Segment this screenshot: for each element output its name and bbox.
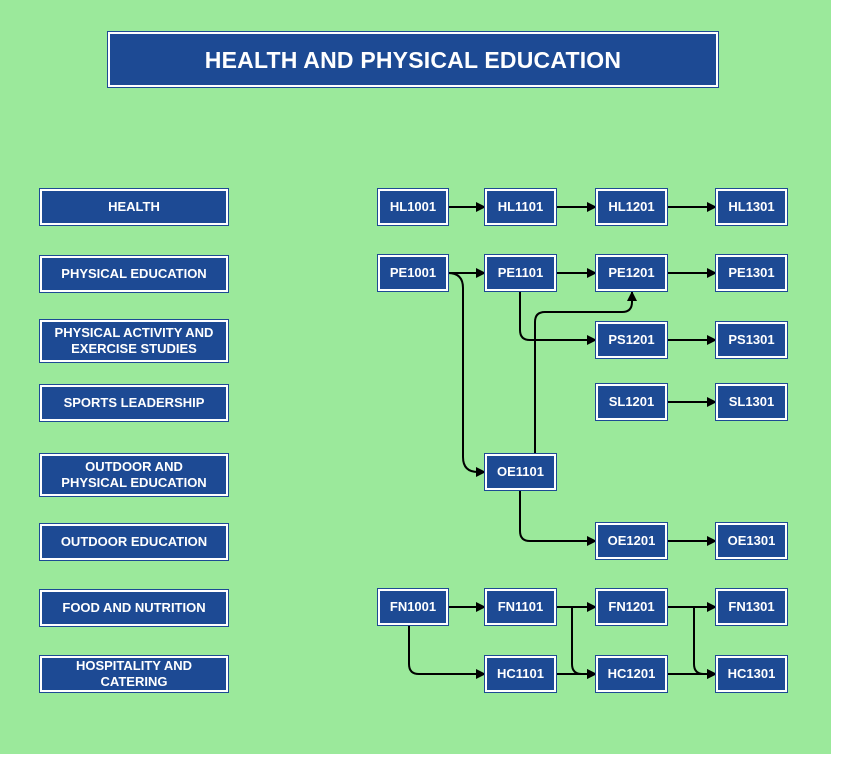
- course-pe1001: PE1001: [378, 255, 448, 291]
- course-oe1201: OE1201: [596, 523, 667, 559]
- course-pe1201: PE1201: [596, 255, 667, 291]
- course-fn1001: FN1001: [378, 589, 448, 625]
- course-hc1101: HC1101: [485, 656, 556, 692]
- category-hospitality-and-catering: HOSPITALITY AND CATERING: [40, 656, 228, 692]
- category-health: HEALTH: [40, 189, 228, 225]
- course-ps1301: PS1301: [716, 322, 787, 358]
- course-hl1001: HL1001: [378, 189, 448, 225]
- course-fn1201: FN1201: [596, 589, 667, 625]
- category-sports-leadership: SPORTS LEADERSHIP: [40, 385, 228, 421]
- course-sl1201: SL1201: [596, 384, 667, 420]
- course-oe1101: OE1101: [485, 454, 556, 490]
- course-pe1101: PE1101: [485, 255, 556, 291]
- course-pe1301: PE1301: [716, 255, 787, 291]
- arrow-fn1201-hc1301: [694, 607, 716, 674]
- course-hl1201: HL1201: [596, 189, 667, 225]
- arrow-oe1101-pe1201: [535, 292, 632, 455]
- category-physical-education: PHYSICAL EDUCATION: [40, 256, 228, 292]
- arrow-pe1001-oe1101: [448, 273, 485, 472]
- arrow-fn1101-hc1201: [572, 607, 596, 674]
- course-hc1301: HC1301: [716, 656, 787, 692]
- course-fn1101: FN1101: [485, 589, 556, 625]
- course-ps1201: PS1201: [596, 322, 667, 358]
- course-fn1301: FN1301: [716, 589, 787, 625]
- category-food-and-nutrition: FOOD AND NUTRITION: [40, 590, 228, 626]
- arrow-fn1001-hc1101: [409, 625, 485, 674]
- course-hl1101: HL1101: [485, 189, 556, 225]
- category-outdoor-and-physical-education: OUTDOOR AND PHYSICAL EDUCATION: [40, 454, 228, 496]
- diagram-title: HEALTH AND PHYSICAL EDUCATION: [108, 32, 718, 87]
- course-oe1301: OE1301: [716, 523, 787, 559]
- arrow-pe1101-ps1201: [520, 290, 596, 340]
- course-hc1201: HC1201: [596, 656, 667, 692]
- course-hl1301: HL1301: [716, 189, 787, 225]
- category-outdoor-education: OUTDOOR EDUCATION: [40, 524, 228, 560]
- category-physical-activity-exercise-studies: PHYSICAL ACTIVITY AND EXERCISE STUDIES: [40, 320, 228, 362]
- arrow-oe1101-oe1201: [520, 490, 596, 541]
- course-sl1301: SL1301: [716, 384, 787, 420]
